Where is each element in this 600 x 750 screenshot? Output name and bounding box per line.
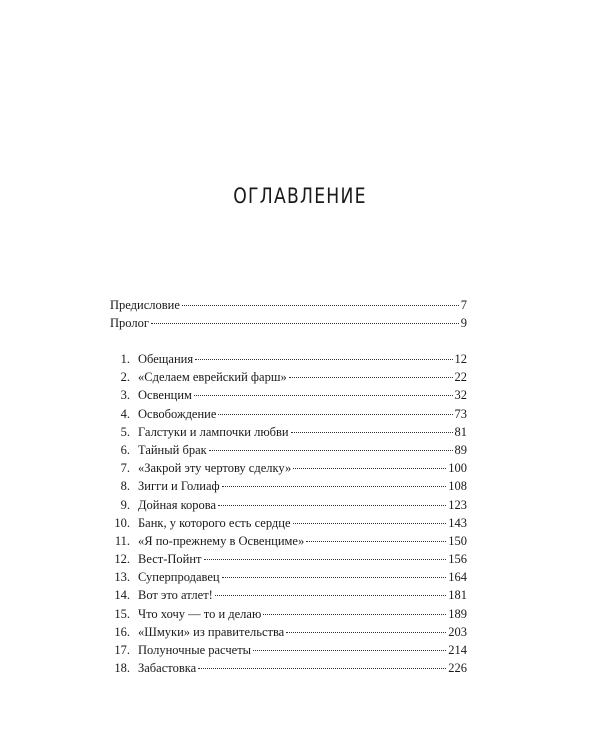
toc-entry-page: 123 [448, 497, 467, 512]
chapter-number: 4. [120, 406, 130, 421]
dot-leader [182, 305, 459, 306]
toc-entry-chapter [110, 550, 467, 568]
toc-entry-page: 181 [448, 588, 467, 603]
dot-leader [198, 668, 446, 669]
chapter-number: 11. [114, 533, 130, 548]
toc-entry-chapter [110, 641, 467, 659]
toc-entry-label: Банк, у которого есть сердце [138, 515, 291, 530]
toc-entry-label: «Я по-прежнему в Освенциме» [138, 533, 305, 548]
dot-leader [286, 632, 446, 633]
toc-entry-chapter [110, 405, 467, 423]
toc-entry-chapter [110, 477, 467, 495]
toc-entry-page: 156 [448, 552, 467, 567]
toc-entry-chapter [110, 496, 467, 514]
dot-leader [289, 377, 453, 378]
page-title: ОГЛАВЛЕНИЕ [233, 184, 367, 208]
chapter-number: 9. [120, 497, 130, 512]
toc-entry-label: «Шмуки» из правительства [138, 624, 285, 639]
toc-entry-page: 150 [448, 533, 467, 548]
chapter-number: 7. [120, 461, 130, 476]
toc-entry-page: 203 [448, 624, 467, 639]
toc-entry-page: 108 [448, 479, 467, 494]
dot-leader [218, 414, 452, 415]
dot-leader [218, 505, 446, 506]
toc-entry-label: «Закрой эту чертову сделку» [138, 461, 292, 476]
chapter-number: 14. [114, 588, 130, 603]
dot-leader [194, 395, 453, 396]
toc-entry-page: 32 [454, 388, 467, 403]
toc-entry-chapter [110, 623, 467, 641]
toc-entry-label: Пролог [110, 316, 149, 331]
chapter-list [110, 350, 467, 677]
toc-entry-label: Суперпродавец [138, 570, 220, 585]
chapter-number: 3. [120, 388, 130, 403]
toc-entry-page: 9 [460, 316, 467, 331]
chapter-number: 2. [120, 370, 130, 385]
toc-entry-chapter [110, 568, 467, 586]
toc-entry-chapter [110, 586, 467, 604]
dot-leader [195, 359, 452, 360]
toc-entry-page: 226 [448, 661, 467, 676]
toc-entry-label: Зигги и Голиаф [138, 479, 220, 494]
chapter-number: 12. [114, 552, 130, 567]
chapter-number: 1. [120, 352, 130, 366]
dot-leader [209, 450, 453, 451]
chapter-number: 13. [114, 570, 130, 585]
chapter-number: 6. [120, 442, 130, 457]
chapter-number: 18. [114, 661, 130, 676]
toc-entry-label: Забастовка [138, 661, 197, 676]
toc-entry-page: 164 [448, 570, 467, 585]
dot-leader [306, 541, 446, 542]
toc-entry-label: Дойная корова [138, 497, 217, 512]
toc-entry-label: Освенцим [138, 388, 192, 403]
toc-entry-chapter [110, 423, 467, 441]
toc-entry-label: Предисловие [110, 298, 180, 312]
toc-entry-chapter [110, 459, 467, 477]
toc-entry-chapter [110, 386, 467, 404]
toc-entry-prologue [110, 314, 467, 332]
toc-entry-label: Обещания [138, 352, 194, 366]
dot-leader [222, 577, 447, 578]
toc-entry-label: Тайный брак [138, 442, 207, 457]
toc-entry-label: Что хочу — то и делаю [138, 606, 262, 621]
toc-entry-page: 22 [454, 370, 467, 385]
dot-leader [293, 523, 447, 524]
chapter-number: 8. [120, 479, 130, 494]
dot-leader [263, 614, 446, 615]
toc-entry-label: Освобождение [138, 406, 217, 421]
front-matter-list [110, 296, 467, 332]
toc-entry-page: 100 [448, 461, 467, 476]
toc-entry-label: «Сделаем еврейский фарш» [138, 370, 287, 385]
toc-entry-label: Полуночные расчеты [138, 643, 252, 657]
chapter-number: 15. [114, 606, 130, 621]
toc-entry-chapter [110, 659, 467, 677]
toc-entry-chapter [110, 514, 467, 532]
dot-leader [253, 650, 446, 651]
chapter-number: 5. [120, 424, 130, 439]
dot-leader [291, 432, 453, 433]
toc-entry-page: 189 [448, 606, 467, 621]
toc-entry-page: 12 [454, 352, 467, 366]
toc-entry-preface [110, 296, 467, 314]
dot-leader [204, 559, 447, 560]
chapter-number: 10. [114, 515, 130, 530]
dot-leader [151, 323, 459, 324]
toc-entry-page: 7 [460, 298, 467, 312]
toc-entry-page: 143 [448, 515, 467, 530]
toc-entry-label: Вест-Пойнт [138, 552, 202, 567]
toc-entry-page: 214 [448, 643, 467, 657]
toc-entry-label: Галстуки и лампочки любви [138, 424, 289, 439]
toc-entry-chapter [110, 605, 467, 623]
toc-entry-chapter [110, 350, 467, 368]
toc-entry-chapter [110, 368, 467, 386]
toc-entry-page: 89 [454, 442, 467, 457]
toc-entry-chapter [110, 441, 467, 459]
dot-leader [215, 595, 446, 596]
toc-entry-label: Вот это атлет! [138, 588, 213, 603]
toc-entry-page: 81 [454, 424, 467, 439]
toc-entry-chapter [110, 532, 467, 550]
toc-entry-page: 73 [454, 406, 467, 421]
dot-leader [222, 486, 447, 487]
chapter-number: 17. [114, 643, 130, 657]
dot-leader [293, 468, 446, 469]
chapter-number: 16. [114, 624, 130, 639]
